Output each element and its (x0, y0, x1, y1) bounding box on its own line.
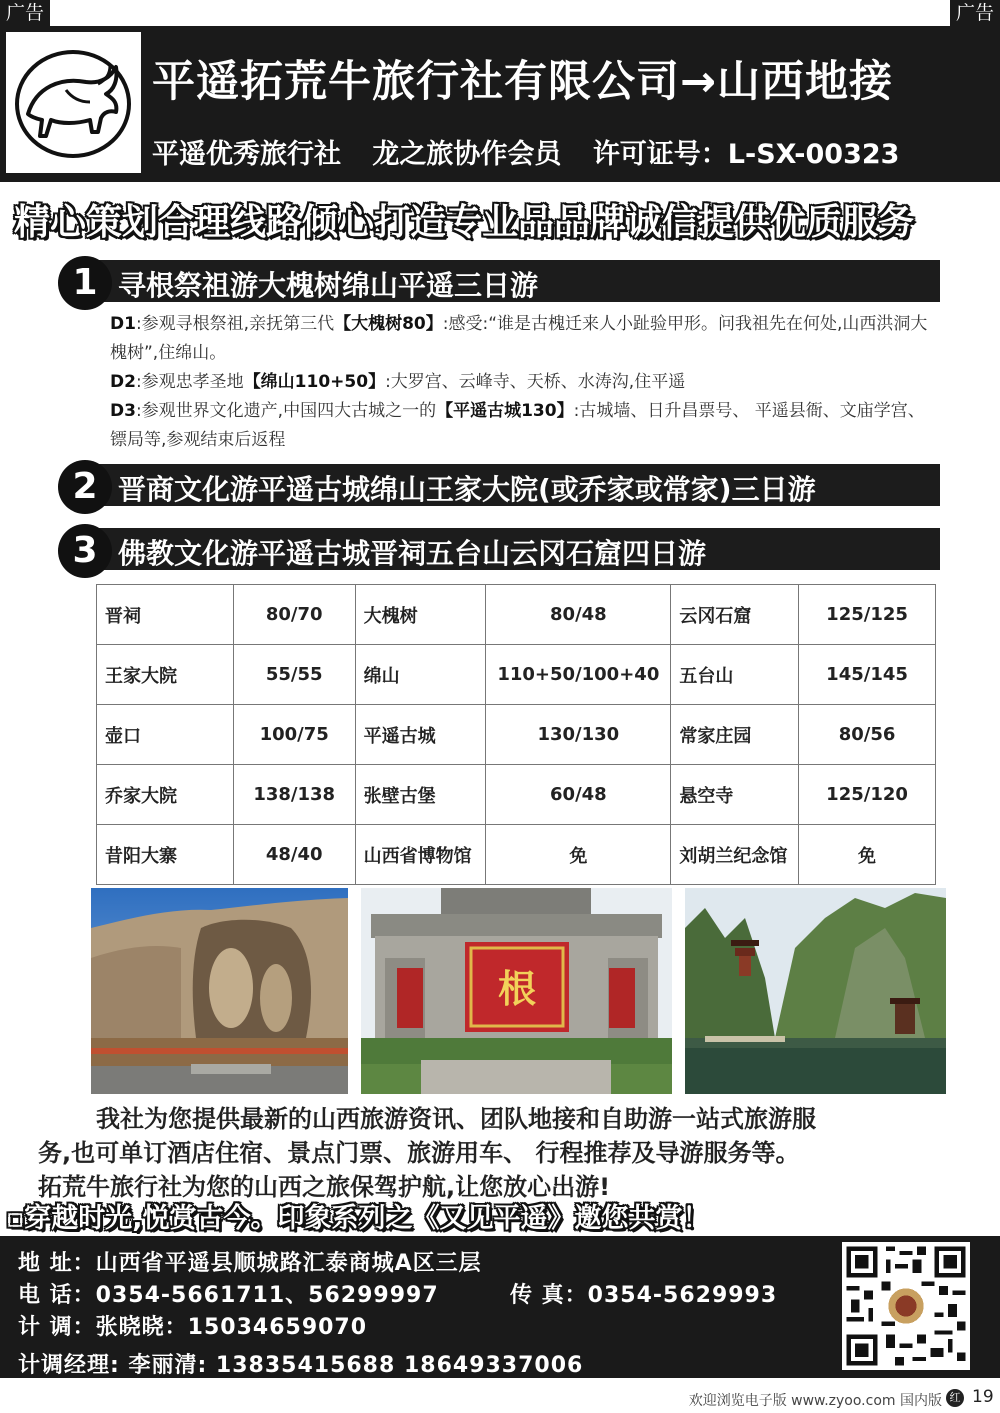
service-introduction (38, 1102, 968, 1204)
price-table-row (97, 645, 936, 705)
company-logo (6, 32, 141, 173)
route-number-badge: 2 (58, 460, 112, 514)
attraction-name: 平遥古城 (355, 705, 486, 765)
company-credentials (152, 132, 921, 171)
price-table-row (97, 705, 936, 765)
attraction-name: 大槐树 (355, 585, 486, 645)
route-title: 寻根祭祖游大槐树绵山平遥三日游 (118, 269, 539, 302)
price-table-row (97, 825, 936, 885)
route-title: 晋商文化游平遥古城绵山王家大院(或乔家或常家)三日游 (118, 473, 816, 506)
attraction-name: 五台山 (671, 645, 799, 705)
itinerary-day-2: D2:参观忠孝圣地【绵山110+50】:大罗宫、云峰寺、天桥、水涛沟,住平遥 (110, 372, 686, 392)
contact-fax: 传 真：0354-5629993 (510, 1283, 778, 1308)
attraction-name: 王家大院 (97, 645, 234, 705)
credential-license-number: 许可证号：L-SX-00323 (592, 139, 900, 170)
attraction-name: 云冈石窟 (671, 585, 799, 645)
qr-code[interactable] (842, 1242, 970, 1370)
contact-manager: 计调经理: 李丽清: 13835415688 18649337006 (18, 1353, 584, 1378)
price-table-row (97, 585, 936, 645)
ticket-price: 免 (799, 825, 936, 885)
credential-excellent-agency: 平遥优秀旅行社 (152, 139, 341, 170)
credential-association-member: 龙之旅协作会员 (372, 139, 562, 170)
route-number-badge: 1 (58, 256, 112, 310)
ticket-price: 125/125 (799, 585, 936, 645)
company-name: 平遥拓荒牛旅行社有限公司→山西地接 (152, 57, 894, 107)
route-title: 佛教文化游平遥古城晋祠五台山云冈石窟四日游 (118, 537, 707, 570)
contact-planner: 计 调：张晓晓：15034659070 (18, 1315, 368, 1340)
intro-line-3: 拓荒牛旅行社为您的山西之旅保驾护航,让您放心出游! (38, 1173, 611, 1201)
route-number-badge: 3 (58, 524, 112, 578)
intro-line-1: 我社为您提供最新的山西旅游资讯、团队地接和自助游一站式旅游服 (96, 1105, 816, 1133)
itinerary-day-1: D1:参观寻根祭祖,亲抚第三代【大槐树80】:感受:“谁是古槐迁来人小趾验甲形。问我祖先在何处,山西洪洞大槐树”,住绵山。 (110, 314, 928, 363)
bull-logo-icon (6, 32, 141, 173)
ticket-price: 145/145 (799, 645, 936, 705)
route-2-banner (58, 460, 940, 510)
yungang-grottoes-photo (91, 888, 348, 1094)
route-1-banner (58, 256, 940, 306)
attraction-name: 乔家大院 (97, 765, 234, 825)
ticket-price: 80/48 (486, 585, 671, 645)
attraction-name: 晋祠 (97, 585, 234, 645)
ticket-price-table (96, 584, 936, 885)
ticket-price: 100/75 (233, 705, 355, 765)
ticket-price: 138/138 (233, 765, 355, 825)
contact-info-panel (0, 1236, 1000, 1378)
attraction-name: 山西省博物馆 (355, 825, 486, 885)
intro-line-2: 务,也可单订酒店住宿、景点门票、旅游用车、 行程推荐及导游服务等。 (38, 1139, 800, 1167)
ticket-price: 48/40 (233, 825, 355, 885)
contact-address: 地 址：山西省平遥县顺城路汇泰商城A区三层 (18, 1251, 482, 1276)
contact-phone: 电 话：0354-5661711、56299997 (18, 1283, 439, 1308)
qr-code-icon (842, 1242, 970, 1370)
show-promotion-banner: ▫穿越时光,悦赏古今。印象系列之《又见平遥》邀您共赏！ (6, 1203, 710, 1234)
route-3-banner (58, 524, 940, 574)
ticket-price: 免 (486, 825, 671, 885)
page-number: 19 (972, 1387, 994, 1407)
attraction-name: 壶口 (97, 705, 234, 765)
slogan-banner: 精心策划合理线路倾心打造专业品品牌诚信提供优质服务 (14, 202, 915, 243)
company-header (0, 26, 1000, 182)
root-ancestor-gate-photo (361, 888, 672, 1094)
ticket-price: 80/56 (799, 705, 936, 765)
attraction-name: 昔阳大寨 (97, 825, 234, 885)
attraction-name: 刘胡兰纪念馆 (671, 825, 799, 885)
attraction-name: 悬空寺 (671, 765, 799, 825)
ad-label-left: 广告 (0, 0, 50, 26)
attraction-name: 张壁古堡 (355, 765, 486, 825)
ticket-price: 80/70 (233, 585, 355, 645)
ticket-price: 125/120 (799, 765, 936, 825)
mountain-lake-pavilion-photo (685, 888, 946, 1094)
ticket-price: 110+50/100+40 (486, 645, 671, 705)
gate-sign-text: 根 (497, 966, 537, 1011)
ticket-price: 55/55 (233, 645, 355, 705)
footer-website-text[interactable]: 欢迎浏览电子版 www.zyoo.com 国内版 (688, 1393, 942, 1409)
ticket-price: 60/48 (486, 765, 671, 825)
itinerary-day-3: D3:参观世界文化遗产,中国四大古城之一的【平遥古城130】:古城墙、日升昌票号、 平遥县衙、文庙学宫、镖局等,参观结束后返程 (110, 401, 925, 450)
price-table-row (97, 765, 936, 825)
route-1-itinerary (110, 310, 940, 455)
footer-edition-badge: 红 (946, 1389, 964, 1407)
page-footer (0, 1382, 1000, 1413)
ad-label-right: 广告 (950, 0, 1000, 26)
attraction-name: 绵山 (355, 645, 486, 705)
attraction-name: 常家庄园 (671, 705, 799, 765)
ticket-price: 130/130 (486, 705, 671, 765)
